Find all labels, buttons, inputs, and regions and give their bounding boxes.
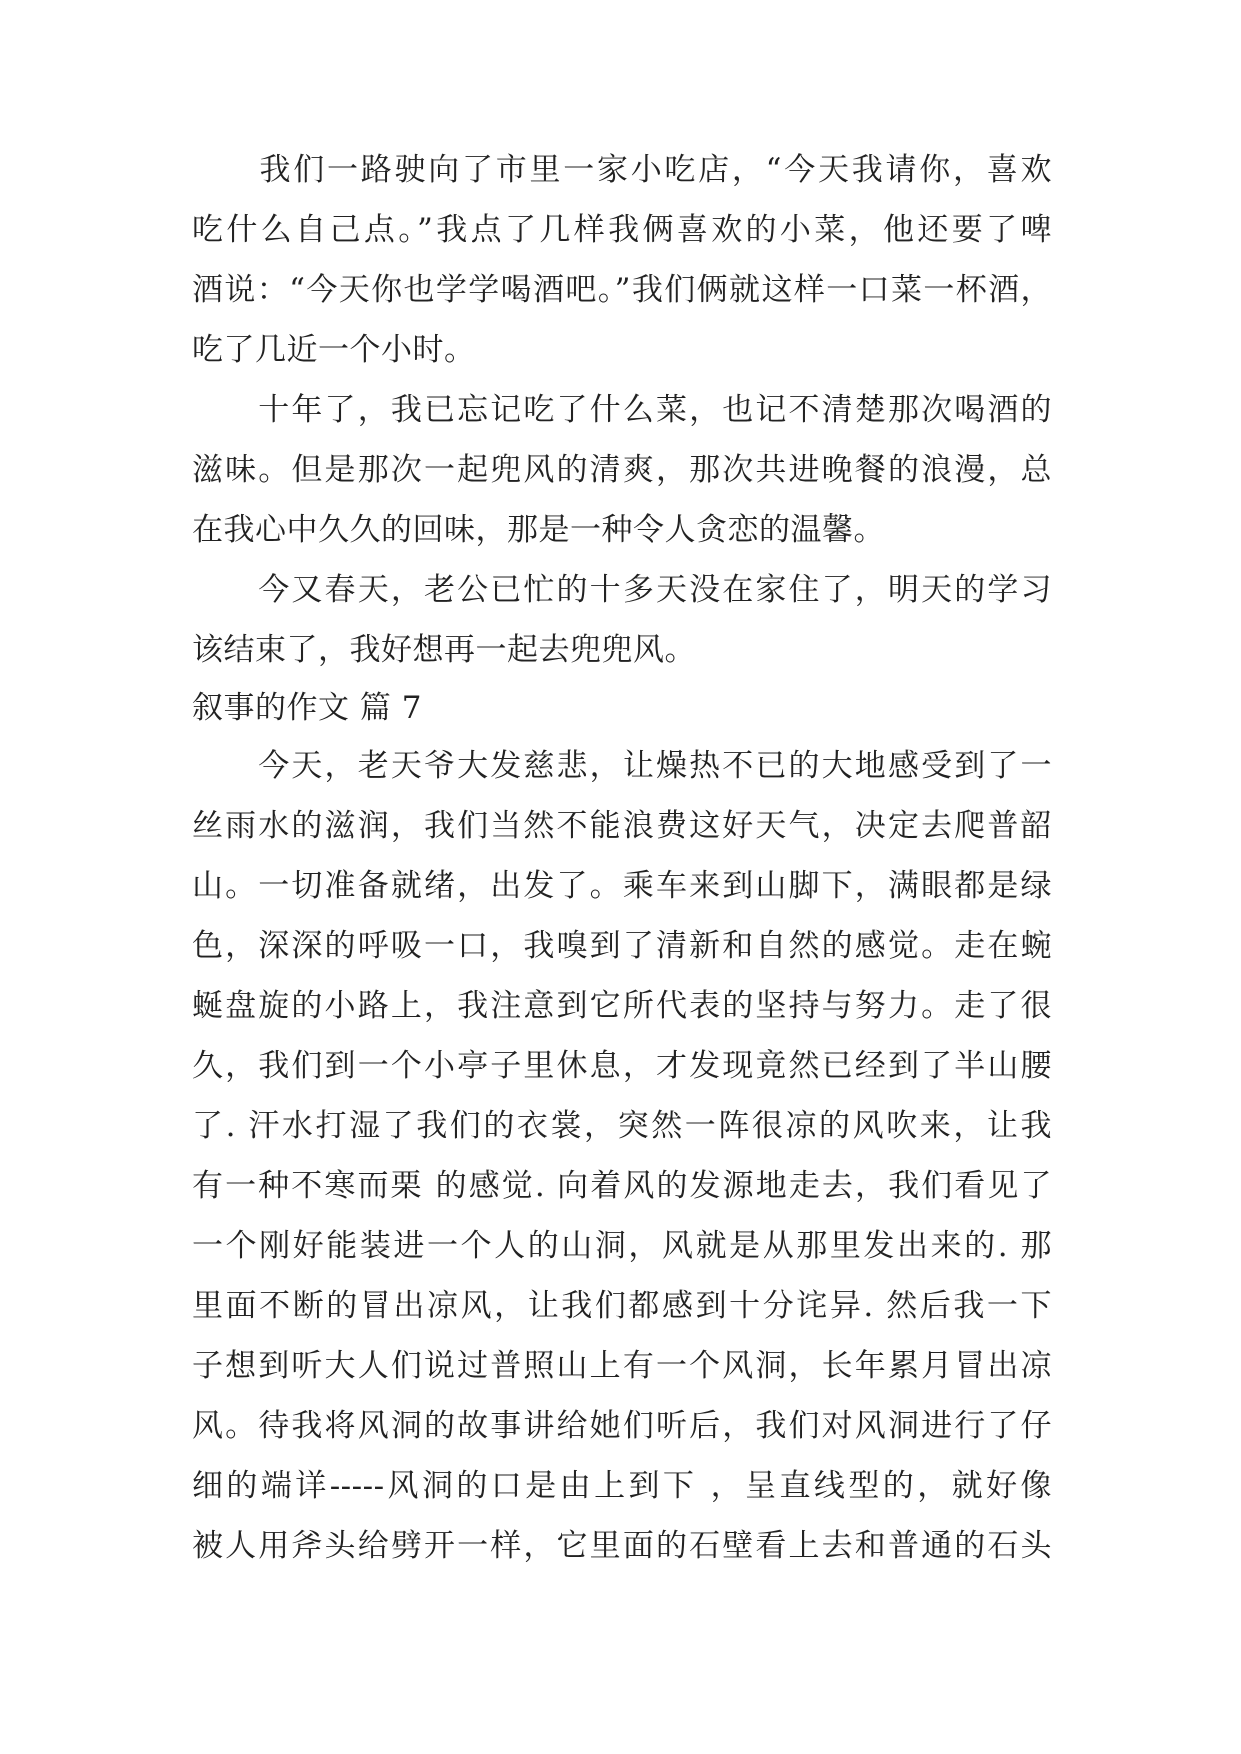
text-line: 山。一切准备就绪，出发了。乘车来到山脚下，满眼都是绿 bbox=[192, 868, 1052, 904]
text-line: 吃了几近一个小时。 bbox=[192, 332, 476, 368]
text-line: 一个刚好能装进一个人的山洞，风就是从那里发出来的. 那 bbox=[192, 1228, 1052, 1264]
text-line: 该结束了，我好想再一起去兜兜风。 bbox=[192, 632, 696, 668]
text-line: 被人用斧头给劈开一样，它里面的石壁看上去和普通的石头 bbox=[192, 1528, 1052, 1564]
text-line: 十年了，我已忘记吃了什么菜，也记不清楚那次喝酒的 bbox=[192, 392, 1052, 428]
text-line: 细的端详-----风洞的口是由上到下 ，呈直线型的，就好像 bbox=[192, 1468, 1052, 1504]
text-line: 蜒盘旋的小路上，我注意到它所代表的坚持与努力。走了很 bbox=[192, 988, 1052, 1024]
section-heading: 叙事的作文 篇 7 bbox=[192, 690, 422, 726]
text-line: 有一种不寒而栗 的感觉. 向着风的发源地走去，我们看见了 bbox=[192, 1168, 1052, 1204]
text-line: 酒说：“今天你也学学喝酒吧。”我们俩就这样一口菜一杯酒， bbox=[192, 272, 1052, 308]
text-line: 今天，老天爷大发慈悲，让燥热不已的大地感受到了一 bbox=[192, 748, 1052, 784]
text-line: 丝雨水的滋润，我们当然不能浪费这好天气，决定去爬普韶 bbox=[192, 808, 1052, 844]
text-line: 子想到听大人们说过普照山上有一个风洞，长年累月冒出凉 bbox=[192, 1348, 1052, 1384]
text-line: 风。待我将风洞的故事讲给她们听后，我们对风洞进行了仔 bbox=[192, 1408, 1052, 1444]
text-line: 里面不断的冒出凉风，让我们都感到十分诧异. 然后我一下 bbox=[192, 1288, 1052, 1324]
text-line: 色，深深的呼吸一口，我嗅到了清新和自然的感觉。走在蜿 bbox=[192, 928, 1052, 964]
text-line: 在我心中久久的回味，那是一种令人贪恋的温馨。 bbox=[192, 512, 885, 548]
text-line: 我们一路驶向了市里一家小吃店，“今天我请你，喜欢 bbox=[192, 152, 1052, 188]
text-line: 滋味。但是那次一起兜风的清爽，那次共进晚餐的浪漫，总 bbox=[192, 452, 1052, 488]
text-line: 久，我们到一个小亭子里休息，才发现竟然已经到了半山腰 bbox=[192, 1048, 1052, 1084]
text-line: 吃什么自己点。”我点了几样我俩喜欢的小菜，他还要了啤 bbox=[192, 212, 1052, 248]
text-line: 了. 汗水打湿了我们的衣裳，突然一阵很凉的风吹来，让我 bbox=[192, 1108, 1052, 1144]
text-line: 今又春天，老公已忙的十多天没在家住了，明天的学习 bbox=[192, 572, 1052, 608]
